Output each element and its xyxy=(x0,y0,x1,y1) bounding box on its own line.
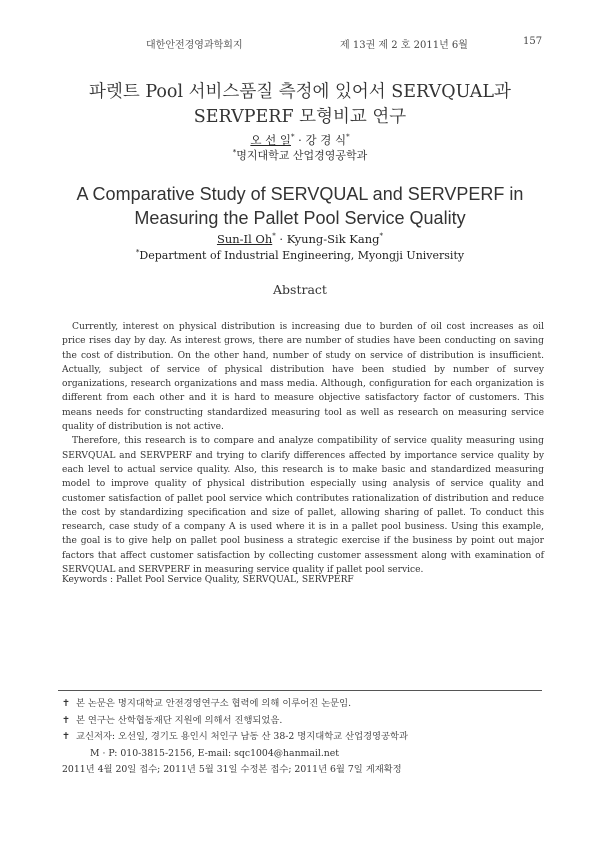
english-affiliation xyxy=(0,248,600,264)
abstract-paragraph-2: Therefore, this research is to compare and analyze compatibility of service quality measuring using SERVQUAL and SERVPERF and trying to clarify differences affected by importance service quality by each level to actual service quality. Also, this research is to make basic and standardized measuring model to improve quality of physical distribution especially using analysis of service quality and customer satisfaction of pallet pool service which contributes rationalization of distribution and reduce the cost by standardizing specification and size of pallet, allowing sharing of pallet. To conduct this research, case study of a company A is used where it is in a pallet pool business. Using this example, the goal is to give help on pallet pool business a strategic exercise if the business by point out major factors that affect customer satisfaction by collecting customer assessment along with examination of SERVQUAL and SERVPERF in measuring service quality if pallet pool service. xyxy=(62,436,544,576)
footnote-2-text: 본 연구는 산학협동재단 지원에 의해서 진행되었음. xyxy=(76,714,283,726)
korean-author1-mark: * xyxy=(291,133,295,142)
english-title-line2: Measuring the Pallet Pool Service Quality xyxy=(134,208,466,228)
korean-affiliation xyxy=(0,148,600,164)
english-title xyxy=(40,182,560,230)
english-authors xyxy=(0,231,600,247)
english-author1: Sun-Il Oh xyxy=(216,232,273,246)
english-affiliation-mark: * xyxy=(135,248,140,257)
footnote-divider xyxy=(58,690,542,691)
footnote-3 xyxy=(62,729,542,746)
korean-author-separator: · xyxy=(298,133,302,147)
abstract-paragraph-1: Currently, interest on physical distribution is increasing due to burden of oil cost increases as oil price rises day by day. As interest grows, there are number of studies have been conducting on saving the cost of distribution. On the other hand, number of study on service of distribution is insufficient. Actually, subject of service of physical distribution have been studied by number of survey organizations, research organizations and mass media. Although, configuration for each organization is different from each other and it is hard to measure objective satisfactory factor of customers. This means needs for constructing standardized measuring tool as well as research on measuring service quality of distribution is not active. xyxy=(62,322,544,433)
footnote-3-contact: M · P: 010-3815-2156, E-mail: sqc1004@hanmail.net xyxy=(90,747,340,759)
english-title-line1: A Comparative Study of SERVQUAL and SERVPERF in xyxy=(76,184,524,204)
footnote-2 xyxy=(62,713,542,730)
running-header xyxy=(0,36,600,52)
keywords: Keywords : Pallet Pool Service Quality, SERVQUAL, SERVPERF xyxy=(62,575,354,585)
footnote-2-mark: ✝ xyxy=(62,714,70,726)
issue-info: 제 13권 제 2 호 2011년 6월 xyxy=(340,40,468,51)
korean-title-line2: SERVPERF 모형비교 연구 xyxy=(193,107,407,127)
footnotes xyxy=(62,696,542,779)
korean-author2: 강 경 식 xyxy=(305,133,347,147)
footnote-3-text: 교신저자: 오선일, 경기도 용인시 처인구 남동 산 38-2 명지대학교 산업경영공학과 xyxy=(76,731,408,742)
korean-author2-mark: * xyxy=(346,133,350,142)
footnote-1 xyxy=(62,696,542,713)
korean-author1: 오 선 일 xyxy=(250,133,292,147)
submission-dates: 2011년 4월 20일 접수; 2011년 5월 31일 수정본 접수; 2011년 6월 7일 게재확정 xyxy=(62,764,402,775)
page-number: 157 xyxy=(523,36,543,47)
korean-affiliation-mark: * xyxy=(232,148,237,157)
footnote-3-mark: ✝ xyxy=(62,731,70,742)
english-author2-mark: * xyxy=(379,232,384,241)
korean-affiliation-text: 명지대학교 산업경영공학과 xyxy=(236,149,368,162)
abstract-heading: Abstract xyxy=(273,282,327,297)
korean-title-line1: 파렛트 Pool 서비스품질 측정에 있어서 SERVQUAL과 xyxy=(89,82,511,102)
english-affiliation-text: Department of Industrial Engineering, Myongji University xyxy=(139,249,465,262)
english-author2: Kyung-Sik Kang xyxy=(286,232,380,246)
footnote-1-mark: ✝ xyxy=(62,698,70,709)
korean-title xyxy=(40,80,560,130)
journal-name: 대한안전경영과학회지 xyxy=(146,40,243,51)
english-author1-mark: * xyxy=(272,232,276,241)
footnote-1-text: 본 논문은 명지대학교 안전경영연구소 협력에 의해 이루어진 논문임. xyxy=(76,698,352,709)
abstract-body xyxy=(62,320,544,577)
korean-authors xyxy=(0,132,600,148)
english-author-separator: · xyxy=(279,232,284,246)
